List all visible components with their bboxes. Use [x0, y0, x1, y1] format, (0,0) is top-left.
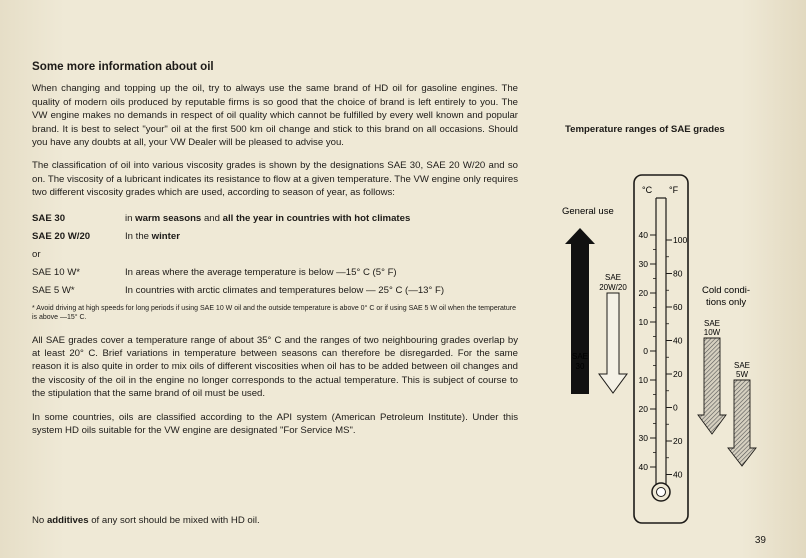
grade-description: In the winter	[125, 230, 180, 242]
unit-fahrenheit: °F	[669, 185, 679, 195]
grade-row-sae30	[32, 210, 518, 228]
fahrenheit-tick-label: 40	[673, 469, 683, 480]
sae5-label-b: 5W	[736, 370, 748, 379]
sae20-arrow	[599, 293, 627, 393]
paragraph-overlap: All SAE grades cover a temperature range of about 35° C and the ranges of two neighbouring grades overlap by at least 20° C. Brief variations in temperature between seasons can therefore be disregarded. For the same reason it is also quite in order to mix oils of different viscosities when oil has to be added between oil changes and the viscosity of the oil in the engine no longer corresponds to the actual temperature. This is subject of course to the stipulation that the same brand of oil must be used.	[32, 334, 518, 400]
grade-row-sae5w	[32, 282, 518, 300]
fahrenheit-tick-label: 20	[673, 436, 683, 446]
grade-description: In countries with arctic climates and temperatures below — 25° C (—13° F)	[125, 284, 445, 296]
grade-label: SAE 30	[32, 212, 66, 224]
grade-row-sae20w20	[32, 228, 518, 246]
text-column	[32, 60, 518, 448]
fahrenheit-tick-label: 20	[673, 369, 683, 379]
sae20-label-a: SAE	[604, 273, 622, 282]
sae10-label-b: 10W	[703, 328, 721, 337]
celsius-tick-label: 20	[638, 288, 648, 298]
celsius-tick-label: 10	[638, 317, 648, 327]
paragraph-brand: When changing and topping up the oil, try to always use the same brand of HD oil for gasoline engines. The quality of modern oils produced by reputable firms is so good that the choice of brand is left entirely to you. The VW engine makes no demands in respect of oil quality which cannot be fulfilled by every well known and popular brand. It is best to select "your" oil at the first 500 km oil change and stick to this brand on all occasions. Should you have any doubts at all, your VW Dealer will be pleased to advise you.	[32, 83, 518, 149]
general-use-label: General use	[562, 206, 614, 217]
paragraph-classification: The classification of oil into various viscosity grades is shown by the designations SAE 30, SAE 20 W/20 and so on. The viscosity of a lubricant indicates its resistance to flow at a given temperature. The VW engine only requires two different viscosity grades which are used, according to season of year, as follows:	[32, 160, 518, 199]
celsius-tick-label: 30	[638, 259, 648, 269]
celsius-tick-label: 20	[638, 404, 648, 414]
celsius-tick-label: 30	[638, 433, 648, 443]
sae5-label-a: SAE	[733, 361, 751, 370]
additives-note: No additives of any sort should be mixed with HD oil.	[32, 515, 260, 526]
cold-label-1: Cold condi-	[702, 285, 751, 296]
sae-temperature-diagram	[540, 0, 790, 558]
sae30-label-b: 30	[575, 362, 585, 371]
grade-row-sae10w	[32, 264, 518, 282]
unit-celsius: °C	[642, 185, 653, 195]
sae10-label-a: SAE	[703, 319, 721, 328]
page-number: 39	[754, 535, 766, 546]
scale-ticks	[639, 230, 688, 480]
grade-description: In areas where the average temperature is below —15° C (5° F)	[125, 266, 397, 278]
celsius-tick-label: 40	[638, 462, 648, 472]
sae20-label-b: 20W/20	[599, 283, 627, 292]
grade-description: in warm seasons and all the year in countries with hot climates	[125, 212, 411, 224]
diagram-title: Temperature ranges of SAE grades	[565, 124, 725, 135]
fahrenheit-tick-label: 0	[673, 402, 678, 413]
cold-label-2: tions only	[706, 297, 747, 308]
grade-label: SAE 10 W*	[32, 266, 80, 278]
paragraph-api: In some countries, oils are classified according to the API system (American Petroleum Institute). Under this system HD oils suitable for the VW engine are designated "For Service MS".	[32, 411, 518, 437]
sae5-arrow	[728, 380, 756, 466]
section-heading: Some more information about oil	[32, 60, 214, 73]
or-label: or	[32, 248, 41, 260]
sae10-arrow	[698, 338, 726, 434]
celsius-tick-label: 0	[643, 346, 648, 356]
fahrenheit-tick-label: 100	[673, 235, 688, 245]
grade-label: SAE 20 W/20	[32, 230, 91, 242]
diagram-column	[540, 0, 790, 558]
footnote: * Avoid driving at high speeds for long periods if using SAE 10 W oil and the outside temperature is above 0° C or if using SAE 5 W oil when the temperature is above —15° C.	[32, 304, 516, 321]
fahrenheit-tick-label: 40	[673, 335, 683, 346]
sae30-label-a: SAE	[571, 352, 589, 361]
grade-label: SAE 5 W*	[32, 284, 75, 296]
fahrenheit-tick-label: 60	[673, 302, 683, 312]
celsius-tick-label: 40	[638, 230, 648, 240]
celsius-tick-label: 10	[638, 375, 648, 385]
fahrenheit-tick-label: 80	[673, 268, 683, 279]
